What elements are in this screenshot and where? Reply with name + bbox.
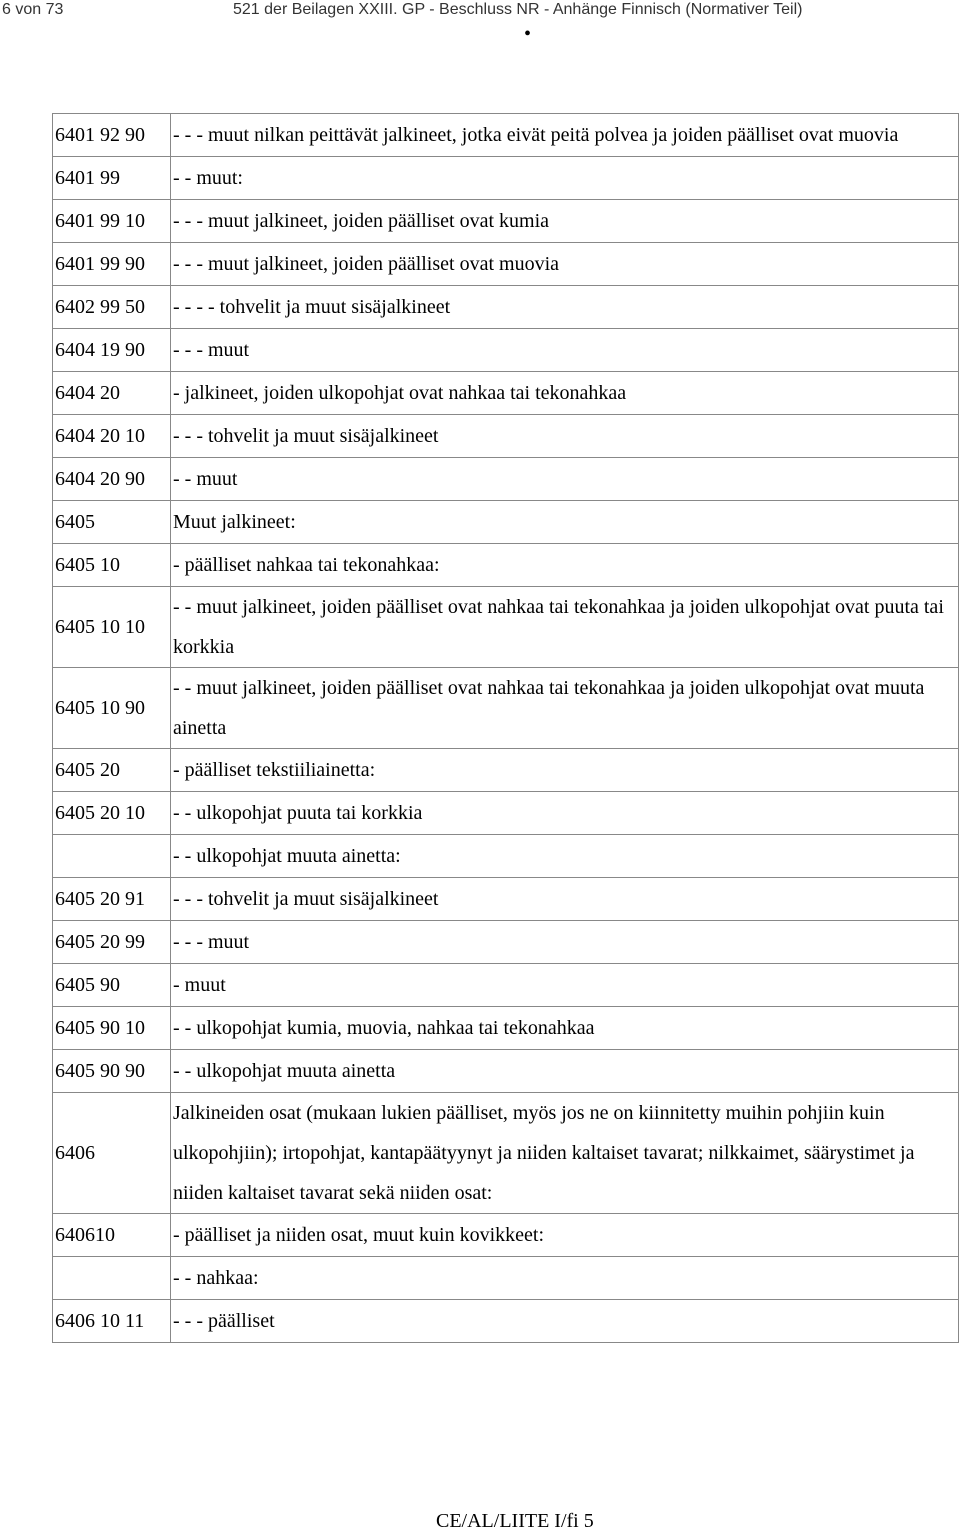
tariff-description: - - - tohvelit ja muut sisäjalkineet <box>171 878 959 921</box>
table-row <box>53 243 959 286</box>
tariff-table <box>52 113 959 1343</box>
tariff-description: Muut jalkineet: <box>171 501 959 544</box>
tariff-code: 6405 90 <box>53 964 171 1007</box>
tariff-code: 6401 92 90 <box>53 114 171 157</box>
table-row <box>53 668 959 749</box>
page-header <box>0 0 960 24</box>
table-row <box>53 1050 959 1093</box>
tariff-description: - - muut jalkineet, joiden päälliset ovat nahkaa tai tekonahkaa ja joiden ulkopohjat ovat muuta ainetta <box>171 668 959 749</box>
tariff-description: - - muut jalkineet, joiden päälliset ovat nahkaa tai tekonahkaa ja joiden ulkopohjat ovat puuta tai korkkia <box>171 587 959 668</box>
tariff-code: 6405 10 10 <box>53 587 171 668</box>
tariff-code: 640610 <box>53 1214 171 1257</box>
tariff-description: - - - päälliset <box>171 1300 959 1343</box>
tariff-code <box>53 835 171 878</box>
table-row <box>53 415 959 458</box>
table-row <box>53 1007 959 1050</box>
tariff-description: - - muut: <box>171 157 959 200</box>
table-row <box>53 157 959 200</box>
tariff-code: 6402 99 50 <box>53 286 171 329</box>
table-row <box>53 501 959 544</box>
tariff-code: 6404 19 90 <box>53 329 171 372</box>
table-row <box>53 792 959 835</box>
table-row <box>53 286 959 329</box>
tariff-code: 6405 10 <box>53 544 171 587</box>
tariff-code: 6406 <box>53 1093 171 1214</box>
tariff-code: 6405 10 90 <box>53 668 171 749</box>
tariff-code: 6405 90 90 <box>53 1050 171 1093</box>
tariff-code: 6401 99 90 <box>53 243 171 286</box>
tariff-code: 6404 20 10 <box>53 415 171 458</box>
tariff-description: - - - muut <box>171 921 959 964</box>
table-row <box>53 372 959 415</box>
table-row <box>53 544 959 587</box>
tariff-code: 6405 90 10 <box>53 1007 171 1050</box>
tariff-code: 6405 20 99 <box>53 921 171 964</box>
table-row <box>53 329 959 372</box>
tariff-code <box>53 1257 171 1300</box>
tariff-code: 6404 20 <box>53 372 171 415</box>
tariff-code: 6401 99 10 <box>53 200 171 243</box>
tariff-description: - - - muut jalkineet, joiden päälliset ovat kumia <box>171 200 959 243</box>
tariff-description: - - ulkopohjat puuta tai korkkia <box>171 792 959 835</box>
tariff-description: - muut <box>171 964 959 1007</box>
table-row <box>53 1214 959 1257</box>
tariff-description: - - nahkaa: <box>171 1257 959 1300</box>
table-row <box>53 587 959 668</box>
tariff-description: - - - muut <box>171 329 959 372</box>
tariff-description: Jalkineiden osat (mukaan lukien päälliset, myös jos ne on kiinnitetty muihin pohjiin kuin ulkopohjiin); irtopohjat, kantapäätyynyt ja niiden kaltaiset tavarat; nilkkaimet, säärystimet ja niiden kaltaiset tavarat sekä niiden osat: <box>171 1093 959 1214</box>
tariff-description: - päälliset nahkaa tai tekonahkaa: <box>171 544 959 587</box>
tariff-description: - - ulkopohjat kumia, muovia, nahkaa tai tekonahkaa <box>171 1007 959 1050</box>
table-row <box>53 114 959 157</box>
bullet-mark: • <box>524 23 532 45</box>
tariff-table-body <box>53 114 959 1343</box>
table-row <box>53 921 959 964</box>
tariff-description: - päälliset tekstiiliainetta: <box>171 749 959 792</box>
table-row <box>53 1093 959 1214</box>
page-footer: CE/AL/LIITE I/fi 5 <box>436 1510 594 1532</box>
tariff-description: - - ulkopohjat muuta ainetta <box>171 1050 959 1093</box>
tariff-description: - - - muut nilkan peittävät jalkineet, jotka eivät peitä polvea ja joiden päälliset ovat muovia <box>171 114 959 157</box>
tariff-code: 6405 20 10 <box>53 792 171 835</box>
table-row <box>53 200 959 243</box>
tariff-code: 6404 20 90 <box>53 458 171 501</box>
table-row <box>53 458 959 501</box>
tariff-code: 6406 10 11 <box>53 1300 171 1343</box>
table-row <box>53 1257 959 1300</box>
document-title: 521 der Beilagen XXIII. GP - Beschluss NR - Anhänge Finnisch (Normativer Teil) <box>233 1 803 18</box>
tariff-description: - - - tohvelit ja muut sisäjalkineet <box>171 415 959 458</box>
table-row <box>53 835 959 878</box>
tariff-description: - päälliset ja niiden osat, muut kuin kovikkeet: <box>171 1214 959 1257</box>
table-row <box>53 964 959 1007</box>
tariff-code: 6405 20 91 <box>53 878 171 921</box>
tariff-description: - - - - tohvelit ja muut sisäjalkineet <box>171 286 959 329</box>
table-row <box>53 878 959 921</box>
table-row <box>53 1300 959 1343</box>
tariff-description: - - ulkopohjat muuta ainetta: <box>171 835 959 878</box>
tariff-description: - jalkineet, joiden ulkopohjat ovat nahkaa tai tekonahkaa <box>171 372 959 415</box>
table-row <box>53 749 959 792</box>
tariff-description: - - - muut jalkineet, joiden päälliset ovat muovia <box>171 243 959 286</box>
tariff-code: 6401 99 <box>53 157 171 200</box>
tariff-description: - - muut <box>171 458 959 501</box>
tariff-code: 6405 <box>53 501 171 544</box>
page-number: 6 von 73 <box>2 1 64 18</box>
tariff-code: 6405 20 <box>53 749 171 792</box>
